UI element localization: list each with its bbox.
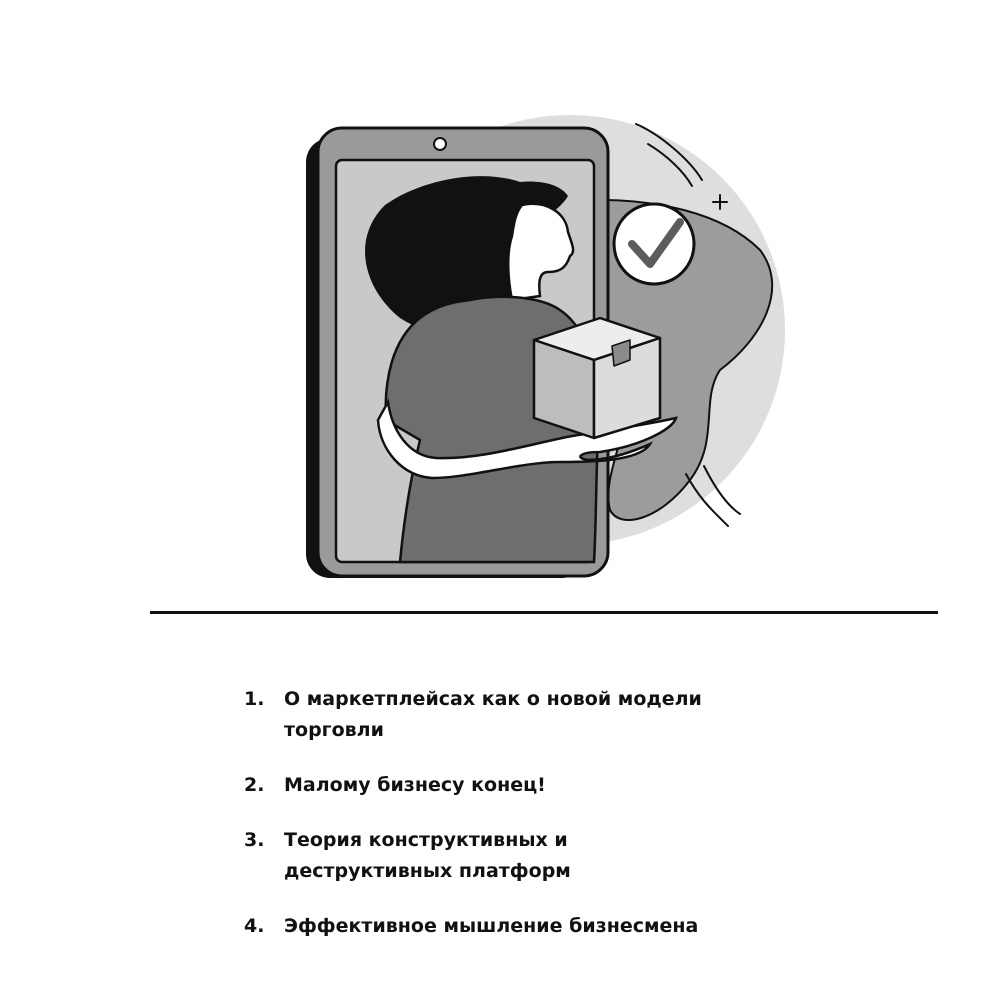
item-title: Малому бизнесу конец! <box>284 774 546 796</box>
item-title: О маркетплейсах как о новой модели торговли <box>284 688 702 741</box>
list-item <box>244 684 804 746</box>
phone-camera-icon <box>434 138 446 150</box>
item-number: 4. <box>244 915 265 937</box>
list-item <box>244 911 804 942</box>
item-title: Теория конструктивных и деструктивных платформ <box>284 829 571 882</box>
section-divider <box>150 611 938 614</box>
list-item <box>244 770 804 801</box>
item-number: 1. <box>244 688 265 710</box>
item-number: 3. <box>244 829 265 851</box>
list-item <box>244 825 804 887</box>
check-circle <box>614 204 694 284</box>
item-number: 2. <box>244 774 265 796</box>
box-icon <box>534 318 660 438</box>
item-title: Эффективное мышление бизнесмена <box>284 915 699 937</box>
contents-list <box>244 684 804 966</box>
